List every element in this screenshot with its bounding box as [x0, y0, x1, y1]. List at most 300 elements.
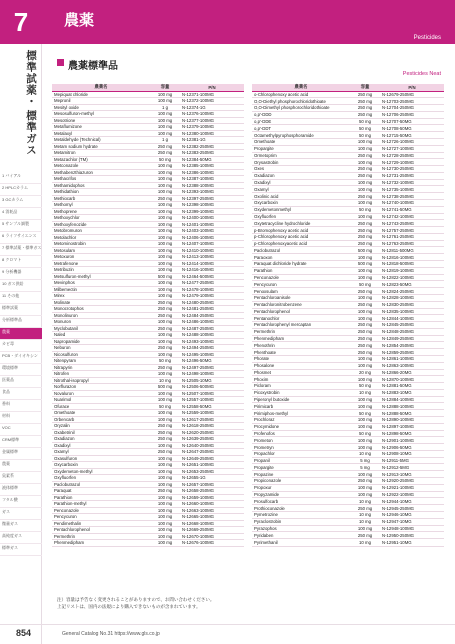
product-pn: N-12913-10MG [380, 471, 444, 478]
sidebar-nav-item[interactable]: ガス [0, 508, 42, 520]
product-qty: 100 mg [150, 390, 180, 397]
product-qty: 250 mg [350, 532, 380, 539]
table-row [252, 240, 444, 247]
product-table-left [52, 84, 244, 547]
header-qty: 容量 [350, 84, 380, 91]
header-name: 農薬名 [252, 84, 350, 91]
header-pn: P/N [180, 84, 244, 91]
sidebar-nav-item[interactable]: 標準試薬 [0, 304, 42, 316]
product-name: Paraquat [52, 488, 150, 495]
product-qty: 250 mg [350, 98, 380, 105]
sidebar-nav-item[interactable]: 農薬 [0, 460, 42, 472]
product-name: Pymetrozine [252, 511, 350, 518]
table-row [252, 532, 444, 539]
product-pn: N-12505-10MG [180, 377, 244, 384]
product-pn: N-12484-250MG [180, 312, 244, 319]
sidebar-nav-item[interactable]: 液体標準 [0, 484, 42, 496]
product-pn: N-12816-100MG [380, 254, 444, 261]
product-pn: N-12950-250MG [380, 532, 444, 539]
sidebar-nav-item[interactable]: 7 標準試薬・標準ガス [0, 244, 42, 256]
product-name: Metamitron [52, 150, 150, 157]
product-qty: 250 mg [150, 449, 180, 456]
product-pn: N-12377-100MG [180, 117, 244, 124]
table-row [252, 511, 444, 518]
table-row [252, 362, 444, 369]
product-qty: 100 mg [150, 254, 180, 261]
product-pn: N-12738-250MG [380, 193, 444, 200]
product-name: Oxyfluorfen [252, 213, 350, 220]
product-name: Pentachlorophenol [52, 527, 150, 534]
product-name: Pendimethalin [52, 520, 150, 527]
product-pn: N-12911-5MG [380, 457, 444, 464]
product-name: Penconazole [252, 274, 350, 281]
product-name: Oxydemetonmethyl [252, 206, 350, 213]
product-qty: 250 mg [350, 105, 380, 112]
table-row [252, 152, 444, 159]
product-qty: 100 mg [150, 208, 180, 215]
product-qty: 250 mg [350, 166, 380, 173]
product-name: Pencycuron [252, 281, 350, 288]
product-qty: 100 mg [350, 274, 380, 281]
product-name: p-Chlorophenoxyacetic acid [252, 240, 350, 247]
product-pn: N-12828-100MG [380, 294, 444, 301]
product-qty: 100 mg [350, 294, 380, 301]
product-pn: N-12881-50MG [380, 383, 444, 390]
product-name: Oxadixyl [52, 442, 150, 449]
product-qty: 100 mg [150, 455, 180, 462]
sidebar-nav-item[interactable]: 金属標準 [0, 448, 42, 460]
product-name: Oxadiazon [252, 172, 350, 179]
product-qty: 250 mg [150, 423, 180, 430]
product-name: Methabenzthiazuron [52, 169, 150, 176]
product-qty: 100 mg [350, 179, 380, 186]
product-pn: N-12728-250MG [380, 152, 444, 159]
product-name: Methidathion [52, 189, 150, 196]
product-pn: N-12757-250MG [380, 227, 444, 234]
product-pn: N-12669-250MG [180, 527, 244, 534]
product-pn: N-12620-250MG [180, 429, 244, 436]
product-name: Mepiquat chloride [52, 91, 150, 98]
product-pn: N-12647-250MG [180, 449, 244, 456]
product-pn: N-12383-250MG [180, 150, 244, 157]
product-name: Propargite [252, 145, 350, 152]
product-pn: N-12735-100MG [380, 186, 444, 193]
sidebar-nav-item[interactable]: PCB・ダイオキシン [0, 352, 42, 364]
product-name: Monolinuron [52, 312, 150, 319]
header-qty: 容量 [150, 84, 180, 91]
product-pn: N-12653-250MG [180, 468, 244, 475]
product-qty: 100 mg [350, 267, 380, 274]
product-pn: N-12866-20MG [380, 369, 444, 376]
table-row [252, 125, 444, 132]
product-name: Procymidone [252, 423, 350, 430]
sidebar-nav-item[interactable]: 医薬品 [0, 376, 42, 388]
product-qty: 50 mg [150, 358, 180, 365]
product-qty: 100 mg [150, 494, 180, 501]
product-pn: N-12464-500MG [180, 273, 244, 280]
sidebar-nav-item[interactable]: 農薬 [0, 328, 42, 340]
product-qty: 100 mg [350, 376, 380, 383]
product-qty: 250 mg [350, 342, 380, 349]
product-pn: N-12730-250MG [380, 166, 444, 173]
product-qty: 100 mg [350, 444, 380, 451]
product-qty: 100 mg [350, 200, 380, 207]
table-row [252, 389, 444, 396]
product-pn: N-12497-250MG [180, 364, 244, 371]
sidebar-nav-item[interactable]: 6 ライフサイエンス [0, 232, 42, 244]
product-pn: N-12861-100MG [380, 355, 444, 362]
product-name: Neburon [52, 345, 150, 352]
sidebar-nav-item[interactable]: 11 その他 [0, 292, 42, 304]
product-pn: N-12557-100MG [180, 397, 244, 404]
title-bullet-icon [57, 59, 64, 66]
product-pn: N-12618-250MG [180, 423, 244, 430]
product-name: o,p'-DDE [252, 118, 350, 125]
product-name: Phenmedipham [252, 335, 350, 342]
product-pn: N-12403-100MG [180, 228, 244, 235]
product-name: Propyzamide [252, 491, 350, 498]
header-pn: P/N [380, 84, 444, 91]
product-pn: N-12640-250MG [180, 442, 244, 449]
table-row [252, 200, 444, 207]
product-pn: N-12706-250MG [380, 111, 444, 118]
product-pn: N-12506-500MG [180, 384, 244, 391]
product-qty: 5 mg [350, 457, 380, 464]
product-pn: N-12559-100MG [180, 410, 244, 417]
product-pn: N-12863-100MG [380, 362, 444, 369]
table-row [252, 410, 444, 417]
sidebar-nav-item[interactable]: 2 HPLCカラム [0, 184, 42, 196]
product-name: Metominostrobin [52, 241, 150, 248]
product-name: Metazachlor (TM) [52, 156, 150, 163]
product-qty: 100 mg [150, 468, 180, 475]
product-name: Penoxsulam [252, 288, 350, 295]
product-name: O,O-Dimethyl phosphorochloridothioate [252, 105, 350, 112]
product-qty: 100 mg [350, 186, 380, 193]
sidebar-nav-item[interactable]: 8 クロマト [0, 256, 42, 268]
product-pn: N-12487-250MG [180, 325, 244, 332]
product-pn: N-12819-100MG [380, 267, 444, 274]
product-pn: N-12507-100MG [180, 390, 244, 397]
product-pn: N-12823-50MG [380, 281, 444, 288]
product-name: Mirex [52, 293, 150, 300]
product-name: Pirimiphos-methyl [252, 410, 350, 417]
product-qty: 100 mg [150, 475, 180, 482]
product-name: Ofurace [52, 403, 150, 410]
product-pn: N-12498-100MG [180, 371, 244, 378]
table-row [252, 355, 444, 362]
product-qty: 250 mg [350, 233, 380, 240]
product-name: Phoxim [252, 376, 350, 383]
sidebar-nav-item[interactable]: 10 ガス供給 [0, 280, 42, 292]
product-qty: 100 mg [150, 397, 180, 404]
product-qty: 100 mg [350, 403, 380, 410]
product-name: Propiconazole [252, 478, 350, 485]
product-pn: N-12848-250MG [380, 328, 444, 335]
product-name: Octamethylpyrophosphoramide [252, 132, 350, 139]
product-name: Piperonyl butoxide [252, 396, 350, 403]
product-name: Paclobutrazol [52, 481, 150, 488]
product-name: Prothioconazole [252, 505, 350, 512]
product-qty: 100 mg [150, 442, 180, 449]
table-row [252, 322, 444, 329]
sidebar-nav-item[interactable]: 高純度ガス [0, 532, 42, 544]
product-qty: 250 mg [350, 322, 380, 329]
sidebar-nav-item[interactable]: 食品 [0, 388, 42, 400]
sidebar-nav-item[interactable]: 1 バイアル [0, 172, 42, 184]
product-qty: 100 mg [350, 213, 380, 220]
product-name: Pentachloronitrobenzene [252, 301, 350, 308]
product-qty: 10 mg [350, 511, 380, 518]
product-qty: 100 mg [150, 163, 180, 170]
product-qty: 250 mg [350, 478, 380, 485]
table-row [252, 227, 444, 234]
product-name: Orysastrobin [252, 159, 350, 166]
product-pn: N-12397-250MG [180, 195, 244, 202]
product-pn: N-12901-100MG [380, 437, 444, 444]
product-name: Methoxyfenozide [52, 221, 150, 228]
product-pn: N-12761-250MG [380, 233, 444, 240]
product-qty: 100 mg [150, 91, 180, 98]
product-qty: 100 mg [350, 491, 380, 498]
table-row [252, 118, 444, 125]
product-qty: 500 mg [150, 273, 180, 280]
product-pn: N-12898-50MG [380, 430, 444, 437]
product-pn: N-12478-100MG [180, 286, 244, 293]
table-row [252, 457, 444, 464]
sidebar-nav-item[interactable]: 3 GCカラム [0, 196, 42, 208]
product-pn: N-12897-100MG [380, 423, 444, 430]
product-qty: 250 mg [150, 143, 180, 150]
product-qty: 250 mg [350, 172, 380, 179]
product-pn: N-12845-250MG [380, 322, 444, 329]
product-pn: N-12416-100MG [180, 267, 244, 274]
product-pn: N-12384-50MG [180, 156, 244, 163]
product-name: Pirimicarb [252, 403, 350, 410]
product-qty: 100 mg [150, 332, 180, 339]
product-qty: 250 mg [350, 91, 380, 98]
product-pn: N-12670-100MG [180, 533, 244, 540]
product-pn: N-12558-50MG [180, 403, 244, 410]
product-qty: 100 mg [350, 525, 380, 532]
product-name: Pyridaben [252, 532, 350, 539]
product-qty: 10 mg [350, 389, 380, 396]
table-row [252, 417, 444, 424]
product-name: Nitenpyram [52, 358, 150, 365]
product-pn: N-12617-250MG [180, 416, 244, 423]
sidebar-nav-item[interactable]: フタル酸 [0, 496, 42, 508]
table-row [252, 98, 444, 105]
product-name: Methacrifos [52, 176, 150, 183]
product-pn: N-12393-100MG [180, 189, 244, 196]
product-name: Profenofos [252, 430, 350, 437]
product-pn: N-12481-250MG [180, 306, 244, 313]
sidebar-nav-item[interactable]: カビ毒 [0, 340, 42, 352]
product-pn: N-12743-250MG [380, 220, 444, 227]
product-qty: 100 mg [350, 417, 380, 424]
table-row [252, 478, 444, 485]
product-name: Pyraclostrobin [252, 518, 350, 525]
sidebar-nav-item[interactable]: 標準ガス [0, 544, 42, 556]
product-pn: N-12946-10MG [380, 511, 444, 518]
product-qty: 250 mg [350, 335, 380, 342]
product-name: Pentachloroanisole [252, 294, 350, 301]
product-pn: N-12888-100MG [380, 403, 444, 410]
page-title: 農薬標準品 [68, 61, 118, 72]
product-name: Oxycarboxin [252, 200, 350, 207]
product-pn: N-12731-250MG [380, 172, 444, 179]
product-name: Methamidophos [52, 182, 150, 189]
product-name: Pentanochlor [252, 315, 350, 322]
product-qty: 100 mg [150, 247, 180, 254]
product-name: Oxamyl [52, 449, 150, 456]
product-qty: 100 mg [150, 410, 180, 417]
product-pn: N-12495-100MG [180, 351, 244, 358]
product-name: Metam sodium hydrate [52, 143, 150, 150]
product-name: Metconazole [52, 163, 150, 170]
product-pn: N-12883-10MG [380, 389, 444, 396]
product-name: Metaldehyde (Technical) [52, 137, 150, 144]
sidebar-nav-item[interactable]: VOC [0, 424, 42, 436]
table-row [252, 288, 444, 295]
chapter-title-line: 標準試薬・ [25, 50, 37, 108]
sidebar-nav-item[interactable]: CRM標準 [0, 436, 42, 448]
product-name: Omethoate [252, 138, 350, 145]
product-pn: N-12890-100MG [380, 417, 444, 424]
product-pn: N-12715-50MG [380, 132, 444, 139]
product-pn: N-12811-500MG [380, 247, 444, 254]
product-qty: 100 mg [150, 189, 180, 196]
product-name: p-Bromophenoxy acetic acid [252, 227, 350, 234]
product-pn: N-12398-100MG [180, 202, 244, 209]
product-name: Methiocarb [52, 195, 150, 202]
product-qty: 100 mg [150, 501, 180, 508]
page-number: 854 [16, 628, 32, 638]
table-row [252, 328, 444, 335]
product-pn: N-12488-100MG [180, 332, 244, 339]
product-name: o-Chlorophenoxy acetic acid [252, 91, 350, 98]
product-qty: 100 mg [150, 527, 180, 534]
product-name: Parathion-methyl [52, 501, 150, 508]
table-row [252, 430, 444, 437]
product-qty: 250 mg [150, 306, 180, 313]
product-name: Propanil [252, 457, 350, 464]
product-name: Pencycuron [52, 514, 150, 521]
product-pn: N-12906-50MG [380, 444, 444, 451]
product-name: Oxycarboxin [52, 462, 150, 469]
product-qty: 100 mg [150, 221, 180, 228]
product-qty: 100 mg [350, 437, 380, 444]
table-row [252, 423, 444, 430]
sidebar-nav-item[interactable]: 環境標準 [0, 364, 42, 376]
product-name: Phenmedipham [52, 540, 150, 547]
product-name: Methomyl [52, 202, 150, 209]
product-name: Oxadixyl [252, 179, 350, 186]
product-name: Propoxur [252, 484, 350, 491]
table-row [252, 132, 444, 139]
product-qty: 100 mg [150, 462, 180, 469]
sidebar-nav-item[interactable]: 香料 [0, 400, 42, 412]
product-name: Oxytetracycline hydrochloride [252, 220, 350, 227]
product-name: Metribuzin [52, 267, 150, 274]
product-qty: 100 mg [150, 182, 180, 189]
product-pn: N-12742-100MG [380, 213, 444, 220]
sidebar-nav-item[interactable]: 微量ガス [0, 520, 42, 532]
product-qty: 250 mg [150, 299, 180, 306]
table-row [252, 233, 444, 240]
product-qty: 250 mg [150, 345, 180, 352]
product-qty: 5 mg [350, 464, 380, 471]
table-row [252, 505, 444, 512]
product-pn: N-12479-100MG [180, 293, 244, 300]
product-pn: N-12649-250MG [180, 455, 244, 462]
product-name: Oxabetrinil [52, 429, 150, 436]
sidebar-nav-item[interactable]: 分析標準品 [0, 316, 42, 328]
product-pn: N-12849-250MG [380, 335, 444, 342]
product-qty: 250 mg [350, 240, 380, 247]
product-pn: N-12480-250MG [180, 299, 244, 306]
note-line: 注）容量は予告なく変更されることがありますので、お問い合わせください。 [57, 597, 215, 602]
product-qty: 250 mg [150, 195, 180, 202]
product-pn: N-12920-250MG [380, 478, 444, 485]
sidebar-nav-item[interactable]: 9 分析機器 [0, 268, 42, 280]
product-qty: 100 mg [350, 254, 380, 261]
sidebar-nav-item[interactable]: 5 サンプル調製 [0, 220, 42, 232]
chapter-sidebar [0, 0, 42, 644]
sidebar-nav-item[interactable]: 材料 [0, 412, 42, 424]
product-pn: N-12414-100MG [180, 260, 244, 267]
product-qty: 100 mg [150, 514, 180, 521]
product-pn: N-12741-50MG [380, 206, 444, 213]
product-qty: 100 mg [150, 176, 180, 183]
product-qty: 250 mg [350, 301, 380, 308]
product-name: Permethrin [52, 533, 150, 540]
product-name: Oryzalin [52, 423, 150, 430]
product-pn: N-12493-100MG [180, 338, 244, 345]
table-row [252, 491, 444, 498]
product-pn: N-12948-100MG [380, 525, 444, 532]
product-name: Propargite [252, 464, 350, 471]
table-row [252, 471, 444, 478]
product-qty: 100 mg [150, 124, 180, 131]
product-name: Picloram [252, 383, 350, 390]
product-qty: 100 mg [150, 111, 180, 118]
product-pn: N-12830-250MG [380, 301, 444, 308]
sidebar-nav-item[interactable]: 4 消耗品 [0, 208, 42, 220]
product-name: Nicosulfuron [52, 351, 150, 358]
product-name: Metrafenone [52, 260, 150, 267]
product-name: Oxasulfuron [52, 455, 150, 462]
sidebar-nav-item[interactable]: 臭素系 [0, 472, 42, 484]
product-name: Mevinphos [52, 280, 150, 287]
product-pn: N-12399-100MG [180, 208, 244, 215]
product-name: Metosulam [52, 247, 150, 254]
product-name: O,O-Diethyl phosphorochloridothioate [252, 98, 350, 105]
product-qty: 100 mg [150, 481, 180, 488]
product-name: Prometon [252, 437, 350, 444]
product-pn: N-12657-100MG [180, 481, 244, 488]
product-qty: 250 mg [350, 111, 380, 118]
product-qty: 500 mg [150, 384, 180, 391]
table-row [252, 281, 444, 288]
product-pn: N-12379-100MG [180, 124, 244, 131]
product-qty: 100 mg [150, 319, 180, 326]
product-qty: 100 mg [150, 371, 180, 378]
table-row [252, 484, 444, 491]
product-pn: N-12951-10MG [380, 539, 444, 546]
product-name: Methoprene [52, 208, 150, 215]
product-pn: N-12888-50MG [380, 410, 444, 417]
